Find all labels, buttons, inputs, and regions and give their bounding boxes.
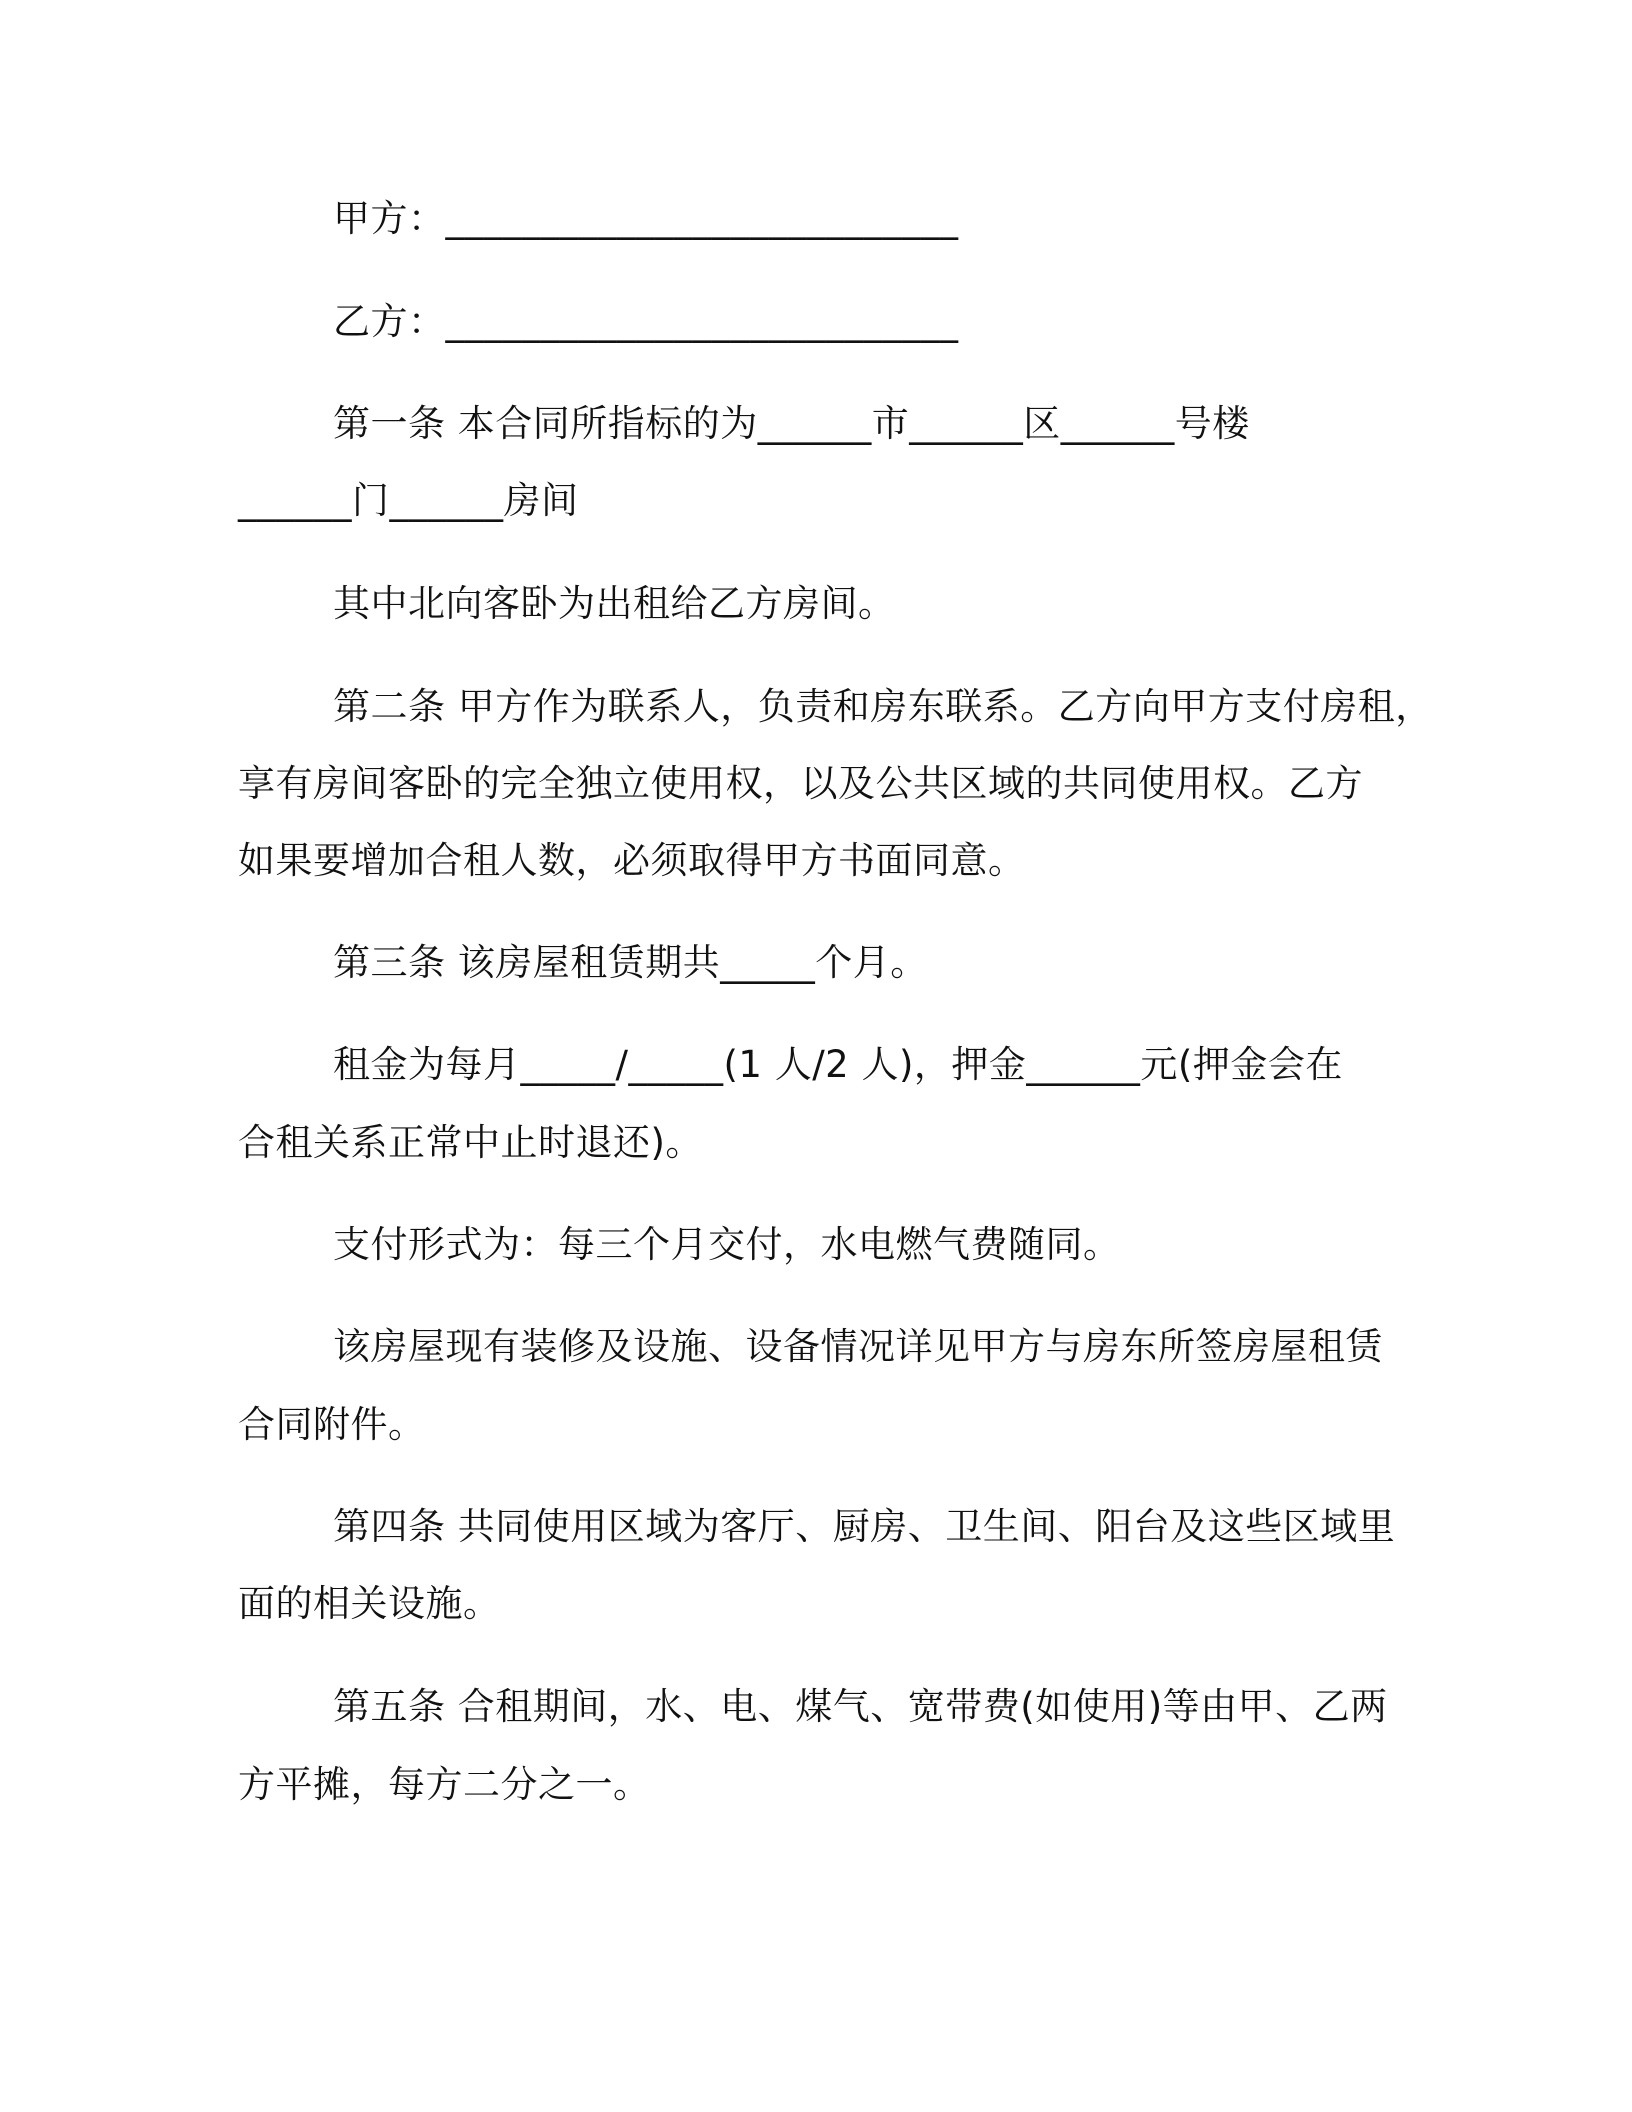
payment-line: 支付形式为：每三个月交付，水电燃气费随同。 <box>333 1223 1121 1266</box>
room-note: 其中北向客卧为出租给乙方房间。 <box>333 582 896 625</box>
facilities-line-1: 该房屋现有装修及设施、设备情况详见甲方与房东所签房屋租赁 <box>333 1325 1383 1368</box>
article-1-line-1: 第一条 本合同所指标的为______市______区______号楼 <box>333 402 1250 445</box>
rent-line-2: 合租关系正常中止时退还)。 <box>238 1121 703 1164</box>
article-2-line-2: 享有房间客卧的完全独立使用权，以及公共区域的共同使用权。乙方 <box>238 762 1363 805</box>
article-1-line-2: ______门______房间 <box>238 479 579 522</box>
article-3-line: 第三条 该房屋租赁期共_____个月。 <box>333 941 928 984</box>
party-b-line: 乙方：___________________________ <box>333 300 959 343</box>
facilities-line-2: 合同附件。 <box>238 1403 426 1446</box>
article-2-line-3: 如果要增加合租人数，必须取得甲方书面同意。 <box>238 839 1026 882</box>
rent-line-1: 租金为每月_____/_____(1 人/2 人)，押金______元(押金会在 <box>333 1043 1343 1086</box>
article-5-line-1: 第五条 合租期间，水、电、煤气、宽带费(如使用)等由甲、乙两 <box>333 1685 1388 1728</box>
article-5-line-2: 方平摊，每方二分之一。 <box>238 1763 651 1806</box>
article-4-line-1: 第四条 共同使用区域为客厅、厨房、卫生间、阳台及这些区域里 <box>333 1505 1396 1548</box>
article-4-line-2: 面的相关设施。 <box>238 1582 501 1625</box>
article-2-line-1: 第二条 甲方作为联系人，负责和房东联系。乙方向甲方支付房租， <box>333 685 1433 728</box>
party-a-line: 甲方：___________________________ <box>333 197 959 240</box>
